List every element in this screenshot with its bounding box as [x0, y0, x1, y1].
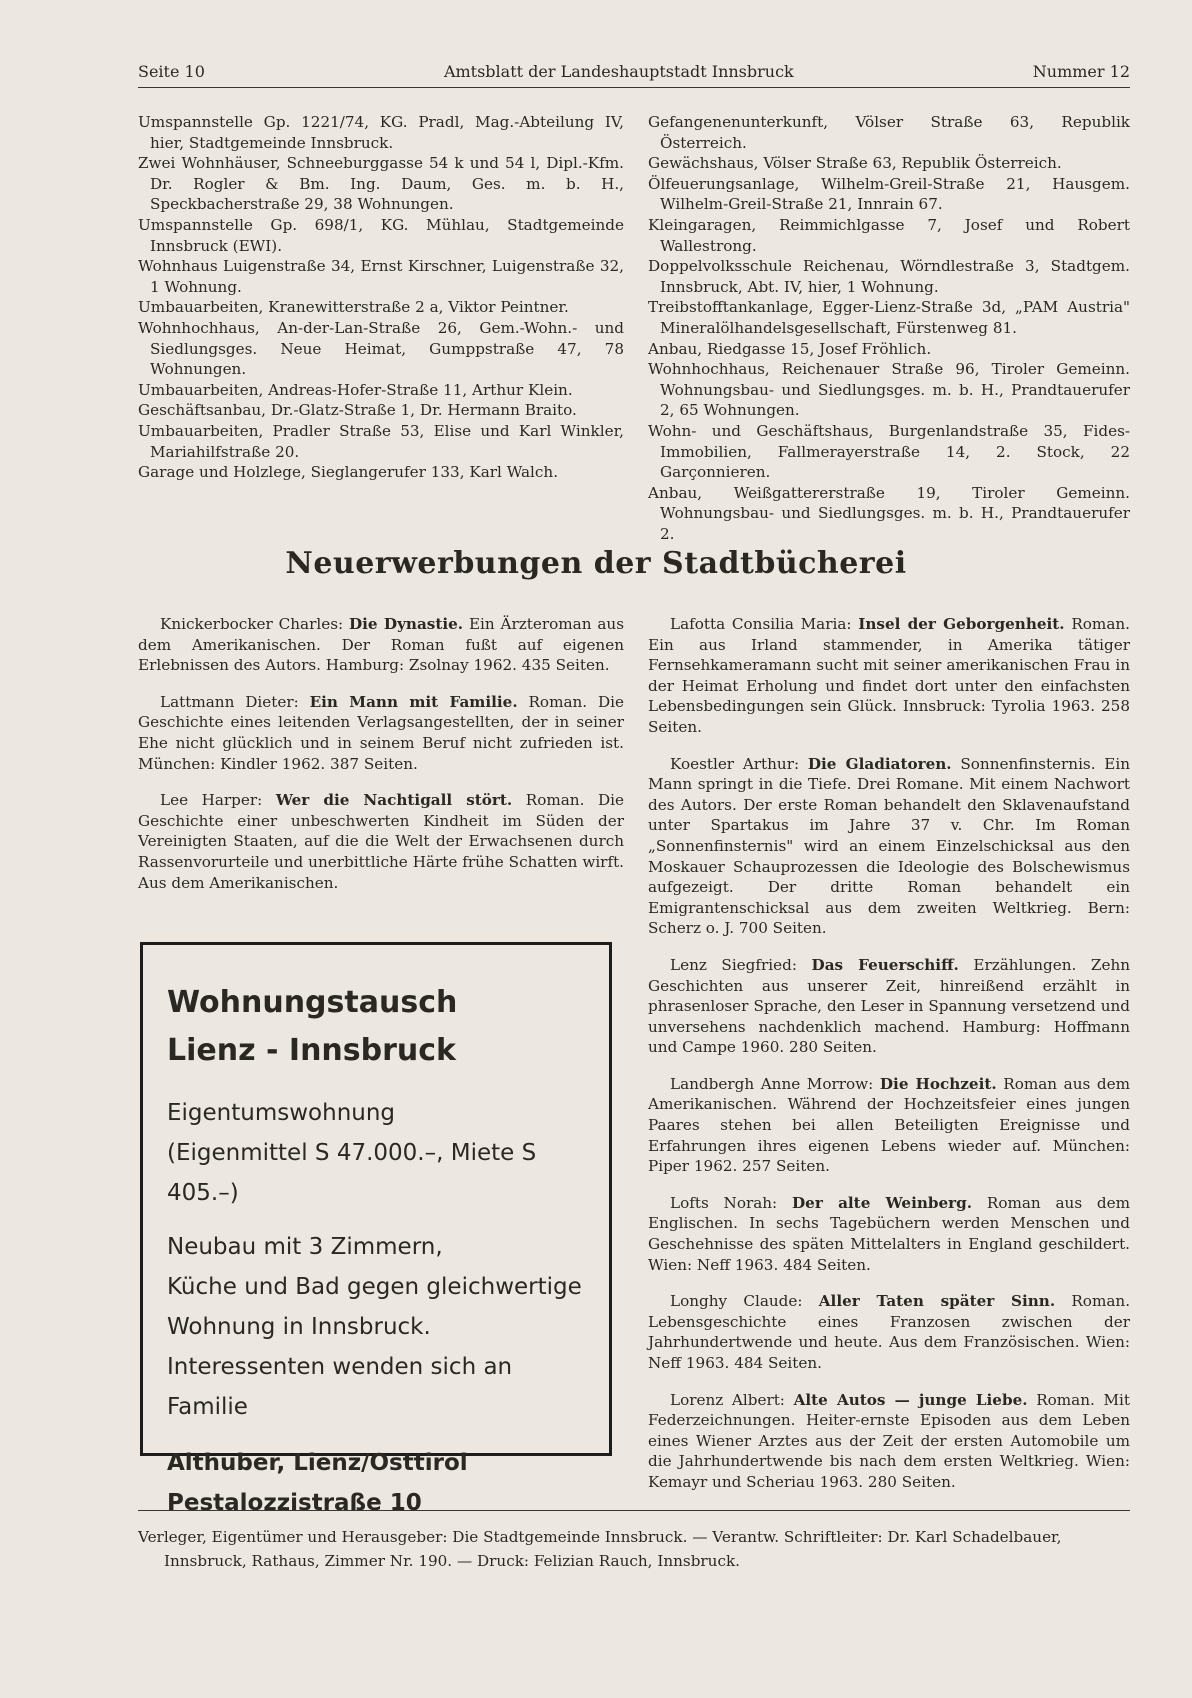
book-entry: [648, 1074, 1130, 1177]
list-item: Treibstofftankanlage, Egger-Lienz-Straße 3d, „PAM Austria" Mineralölhandelsgesellschaft, Fürstenweg 81.: [648, 298, 1130, 337]
left-building-list: [138, 112, 624, 483]
book-description: Sonnenfinsternis. Ein Mann springt in die Tiefe. Drei Romane. Mit einem Nachwort des Autors. Der erste Roman behandelt den Sklavenaufstand unter Spartakus im Jahre 37 v. Chr. Im Roman „Sonnenfinsternis" wird an einem Einzelschicksal aus den Moskauer Schauprozessen die Ideologie des Bolschewismus aufgezeigt. Der dritte Roman behandelt ein Emigrantenschicksal aus dem zweiten Weltkrieg. Bern: Scherz o. J. 700 Seiten.: [648, 754, 1131, 938]
page-number: Seite 10: [138, 62, 205, 81]
book-author: Knickerbocker Charles:: [160, 615, 344, 633]
ad-line: Küche und Bad gegen gleichwertige: [167, 1274, 582, 1300]
imprint-footer: [138, 1510, 1130, 1573]
book-description: Roman aus dem Amerikanischen. Während der Hochzeitsfeier eines jungen Paares stehen bei allen Beteiligten Ereignisse und Erfahrungen ihres eigenen Lebens wieder auf. München: Piper 1962. 257 Seiten.: [648, 1074, 1130, 1176]
list-item: Wohn- und Geschäftshaus, Burgenlandstraße 35, Fides-Immobilien, Fallmerayerstraße 14, 2. Stock, 22 Garçonnieren.: [648, 421, 1130, 482]
book-author: Lofts Norah:: [670, 1193, 778, 1212]
list-item: Umbauarbeiten, Pradler Straße 53, Elise und Karl Winkler, Mariahilfstraße 20.: [138, 421, 624, 461]
book-title: Die Dynastie.: [348, 615, 464, 633]
list-item: Gefangenenunterkunft, Völser Straße 63, Republik Österreich.: [648, 113, 1130, 152]
book-title: Insel der Geborgenheit.: [858, 615, 1065, 633]
book-description: Erzählungen. Zehn Geschichten aus unserer Zeit, hinreißend erzählt in phrasenloser Sprache, den Leser in Spannung versetzend und unversehens nachdenklich machend. Hamburg: Hoffmann und Campe 1960. 280 Seiten.: [648, 955, 1131, 1057]
books-left-column: [138, 614, 624, 909]
list-item: Kleingaragen, Reimmichlgasse 7, Josef und Robert Wallestrong.: [648, 215, 1130, 255]
imprint-line: Verleger, Eigentümer und Herausgeber: Die Stadtgemeinde Innsbruck. — Verantw. Schriftleiter: Dr. Karl Schadelbauer,: [138, 1528, 1062, 1546]
page-header: [138, 62, 1130, 88]
list-item: Gewächshaus, Völser Straße 63, Republik Österreich.: [648, 154, 1062, 173]
ad-contact: Althuber, Lienz/Osttirol: [167, 1450, 468, 1476]
list-item: Wohnhaus Luigenstraße 34, Ernst Kirschner, Luigenstraße 32, 1 Wohnung.: [138, 257, 624, 296]
list-item: Umspannstelle Gp. 1221/74, KG. Pradl, Mag.-Abteilung IV, hier, Stadtgemeinde Innsbruck.: [138, 113, 624, 152]
list-item: Geschäftsanbau, Dr.-Glatz-Straße 1, Dr. Hermann Braito.: [138, 401, 577, 420]
book-author: Koestler Arthur:: [670, 754, 800, 773]
book-title: Die Gladiatoren.: [807, 754, 952, 773]
book-author: Lee Harper:: [160, 791, 263, 810]
list-item: Ölfeuerungsanlage, Wilhelm-Greil-Straße 21, Hausgem. Wilhelm-Greil-Straße 21, Innrain 67.: [648, 174, 1130, 214]
list-item: Anbau, Weißgattererstraße 19, Tiroler Gemeinn. Wohnungsbau- und Siedlungsges. m. b. H., Prandtauerufer 2.: [648, 483, 1130, 543]
book-author: Lattmann Dieter:: [160, 692, 299, 711]
book-description: Roman. Ein aus Irland stammender, in Amerika tätiger Fernsehkameramann sucht mit seiner amerikanischen Frau in der Heimat Erholung und findet dort unter den einfachsten Lebensbedingungen sein Glück. Innsbruck: Tyrolia 1963. 258 Seiten.: [648, 615, 1130, 736]
book-description: Ein Ärzteroman aus dem Amerikanischen. Der Roman fußt auf eigenen Erlebnissen des Autors. Hamburg: Zsolnay 1962. 435 Seiten.: [138, 615, 624, 675]
book-title: Wer die Nachtigall stört.: [275, 791, 513, 810]
book-description: Roman. Die Geschichte einer unbeschwerten Kindheit im Süden der Vereinigten Staaten, auf die die Welt der Erwachsenen durch Rassenvorurteile und unerbittliche Härte frühe Schatten wirft. Aus dem Amerikanischen.: [138, 791, 624, 892]
book-author: Lenz Siegfried:: [670, 955, 797, 974]
book-entry: [648, 1291, 1130, 1373]
list-item: Umspannstelle Gp. 698/1, KG. Mühlau, Stadtgemeinde Innsbruck (EWI).: [138, 215, 624, 255]
list-item: Wohnhochhaus, Reichenauer Straße 96, Tiroler Gemeinn. Wohnungsbau- und Siedlungsges. m. b. H., Prandtauerufer 2, 65 Wohnungen.: [648, 360, 1130, 420]
list-item: Zwei Wohnhäuser, Schneeburggasse 54 k und 54 l, Dipl.-Kfm. Dr. Rogler & Bm. Ing. Daum, Ges. m. b. H., Speckbacherstraße 29, 38 Wohnungen.: [138, 154, 624, 214]
book-title: Ein Mann mit Familie.: [309, 692, 518, 711]
ad-line: Wohnung in Innsbruck.: [167, 1314, 431, 1340]
ad-line: Interessenten wenden sich an Familie: [167, 1354, 513, 1420]
section-title: Neuerwerbungen der Stadtbücherei: [285, 546, 907, 581]
book-title: Der alte Weinberg.: [791, 1193, 973, 1212]
list-item: Doppelvolksschule Reichenau, Wörndlestraße 3, Stadtgem. Innsbruck, Abt. IV, hier, 1 Wohnung.: [648, 257, 1130, 296]
book-entry: [648, 754, 1130, 939]
book-entry: [138, 790, 624, 893]
book-entry: [648, 1390, 1130, 1493]
list-item: Anbau, Riedgasse 15, Josef Fröhlich.: [648, 339, 932, 358]
ad-contact: Pestalozzistraße 10: [167, 1490, 422, 1516]
ad-headline: Wohnungstausch: [167, 985, 458, 1020]
book-author: Lafotta Consilia Maria:: [670, 615, 852, 633]
books-right-column: [648, 614, 1130, 1509]
imprint-line: Innsbruck, Rathaus, Zimmer Nr. 190. — Druck: Felizian Rauch, Innsbruck.: [164, 1552, 740, 1570]
issue-number: Nummer 12: [1032, 62, 1130, 81]
book-author: Longhy Claude:: [670, 1292, 803, 1311]
book-description: Roman aus dem Englischen. In sechs Tagebüchern werden Menschen und Geschehnisse des späten Mittelalters in England geschildert. Wien: Neff 1963. 484 Seiten.: [648, 1193, 1131, 1274]
book-description: Roman. Die Geschichte eines leitenden Verlagsangestellten, der in seiner Ehe nicht glücklich und in seinem Beruf nicht zufrieden ist. München: Kindler 1962. 387 Seiten.: [138, 692, 625, 773]
book-entry: [648, 1193, 1130, 1275]
ad-line: (Eigenmittel S 47.000.–, Miete S 405.–): [167, 1140, 537, 1206]
book-author: Lorenz Albert:: [670, 1390, 785, 1409]
book-entry: [138, 692, 624, 774]
book-entry: [648, 614, 1130, 738]
book-author: Landbergh Anne Morrow:: [670, 1074, 874, 1093]
book-title: Alte Autos — junge Liebe.: [793, 1390, 1028, 1409]
book-title: Das Feuerschiff.: [811, 955, 959, 974]
right-building-list: [648, 112, 1130, 544]
ad-line: Neubau mit 3 Zimmern,: [167, 1234, 443, 1260]
list-item: Umbauarbeiten, Kranewitterstraße 2 a, Viktor Peintner.: [138, 298, 569, 317]
list-item: Wohnhochhaus, An-der-Lan-Straße 26, Gem.-Wohn.- und Siedlungsges. Neue Heimat, Gumppstraße 47, 78 Wohnungen.: [138, 318, 624, 379]
book-description: Roman. Mit Federzeichnungen. Heiter-ernste Episoden aus dem Leben eines Wiener Arztes aus der Zeit der ersten Automobile um die Jahrhundertwende bis nach dem ersten Weltkrieg. Wien: Kemayr und Scheriau 1963. 280 Seiten.: [648, 1390, 1130, 1491]
book-title: Aller Taten später Sinn.: [818, 1292, 1056, 1311]
ad-headline: Lienz - Innsbruck: [167, 1033, 456, 1068]
list-item: Umbauarbeiten, Andreas-Hofer-Straße 11, Arthur Klein.: [138, 380, 573, 399]
book-title: Die Hochzeit.: [879, 1074, 997, 1093]
publication-title: Amtsblatt der Landeshauptstadt Innsbruck: [443, 62, 794, 81]
ad-line: Eigentumswohnung: [167, 1100, 396, 1126]
list-item: Garage und Holzlege, Sieglangerufer 133, Karl Walch.: [138, 463, 559, 482]
book-entry: [648, 955, 1130, 1058]
book-entry: [138, 614, 624, 676]
classified-ad: [140, 942, 612, 1516]
book-description: Roman. Lebensgeschichte eines Franzosen zwischen der Jahrhundertwende und heute. Aus dem Französischen. Wien: Neff 1963. 484 Seiten.: [648, 1292, 1131, 1372]
